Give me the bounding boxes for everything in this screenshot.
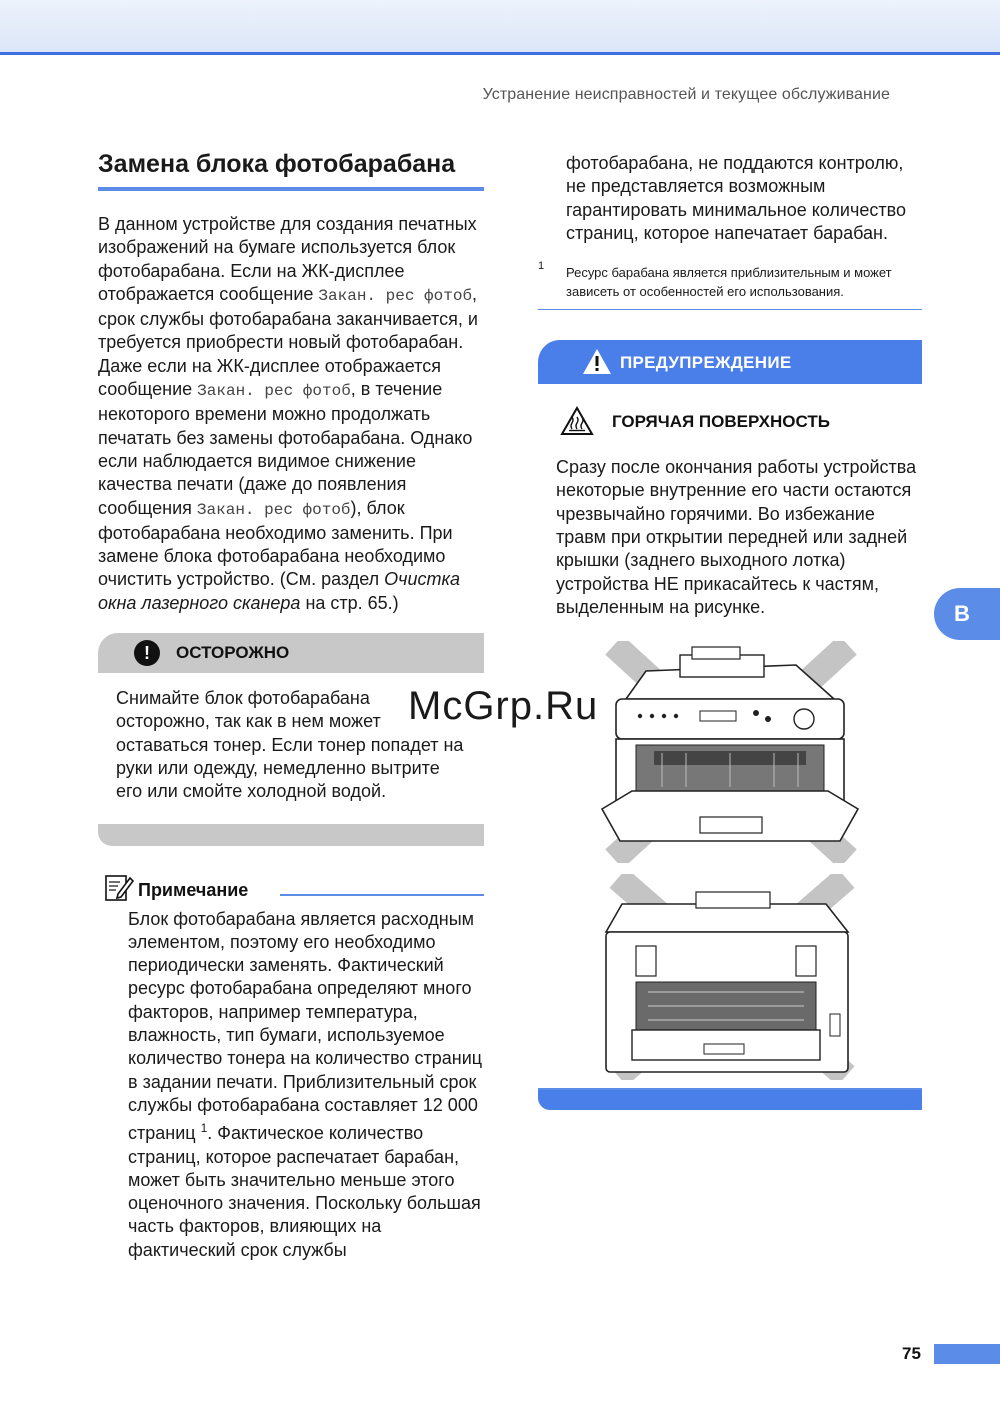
lcd-message: Закан. рес фотоб — [318, 286, 473, 305]
printer-rear-illustration — [596, 874, 866, 1080]
continuation-text: фотобарабана, не поддаются контролю, не представляется возможным гарантировать минимальное количество страниц, которое напечатает барабан. — [566, 153, 906, 243]
caution-label: ОСТОРОЖНО — [176, 643, 290, 663]
caution-box — [98, 633, 484, 845]
p2-text-b: , в течение некоторого времени можно продолжать печатать без замены фотобарабана. Однако если наблюдается видимое снижение качества печати (даже до появления сообщения — [98, 379, 473, 518]
note-text — [98, 908, 484, 1262]
hot-surface-row — [538, 392, 922, 448]
lcd-message: Закан. рес фотоб — [196, 500, 351, 519]
hot-surface-icon — [560, 406, 594, 436]
note-label: Примечание — [138, 879, 249, 900]
right-column — [538, 152, 922, 1085]
p2-text-c: ), блок фотобарабана необходимо заменить. При замене блока фотобарабана необходимо очистить устройство. (См. раздел — [98, 497, 453, 590]
warning-footer — [538, 1088, 922, 1110]
footnote-ref[interactable]: 1 — [200, 1121, 208, 1136]
cross-reference-link[interactable]: Очистка окна лазерного сканера — [98, 569, 461, 613]
warning-triangle-icon — [582, 348, 612, 375]
caution-footer-bar — [98, 824, 484, 846]
p2-text-d: на стр. 65.) — [300, 592, 399, 613]
running-header: Устранение неисправностей и текущее обслуживание — [482, 86, 890, 103]
footnote-mark: 1 — [538, 260, 545, 273]
exclamation-icon: ! — [134, 640, 160, 666]
page-number: 75 — [902, 1344, 921, 1363]
note-pencil-icon — [104, 872, 134, 902]
warning-text: Сразу после окончания работы устройства некоторые внутренние его части остаются чрезвычайно горячими. Во избежание травм при открытии передней или задней крышки (заднего выходного лотка) устройства НЕ прикасайтесь к частям, выделенным на рисунке. — [556, 457, 917, 617]
footnote-text: Ресурс барабана является приблизительным и может зависеть от особенностей его использования. — [566, 265, 892, 300]
intro-text-a: В данном устройстве для создания печатных изображений на бумаге используется блок фотобарабана. Если на ЖК-дисплее отображается сообщение — [98, 214, 477, 304]
caution-text: Снимайте блок фотобарабана осторожно, так как в нем может оставаться тонер. Если тонер попадет на руки или одежду, немедленно вытрите его или смойте холодной водой. — [116, 688, 464, 802]
warning-label: ПРЕДУПРЕЖДЕНИЕ — [620, 353, 792, 373]
note-header — [98, 870, 484, 906]
p2-text-a: Даже если на ЖК-дисплее отображается сообщение — [98, 355, 441, 400]
second-paragraph — [98, 355, 484, 615]
chapter-tab-label: B — [954, 601, 970, 626]
top-color-band — [0, 0, 1000, 55]
intro-text-b: , срок службы фотобарабана заканчивается, и требуется приобрести новый фотобарабан. — [98, 283, 478, 353]
watermark-text: McGrp.Ru — [408, 684, 599, 728]
footnote — [538, 260, 922, 310]
intro-paragraph — [98, 213, 484, 355]
warning-header — [538, 340, 922, 384]
caution-header — [98, 633, 484, 673]
section-title: Замена блока фотобарабана — [98, 150, 484, 191]
note-text-a: Блок фотобарабана является расходным элементом, поэтому его необходимо периодически заменять. Фактический ресурс фотобарабана определяют много факторов, например температура, влажность, тип бумаги, используемое количество тонера на количество страниц в задании печати. Приблизительный срок службы фотобарабана составляет 12 000 страниц — [128, 908, 483, 1144]
note-box — [98, 870, 484, 1262]
warning-footer-bar — [538, 1090, 922, 1110]
chapter-tab[interactable] — [934, 588, 1000, 640]
page-number-bar — [934, 1344, 1000, 1364]
note-rule — [280, 894, 484, 896]
lcd-message: Закан. рес фотоб — [197, 382, 351, 401]
note-text-b: . Фактическое количество страниц, которое распечатает барабан, может быть значительно меньше этого оценочного значения. Поскольку большая часть факторов, влияющих на фактический срок службы — [128, 1123, 481, 1260]
printer-front-illustration — [596, 641, 866, 863]
hot-surface-label: ГОРЯЧАЯ ПОВЕРХНОСТЬ — [612, 412, 830, 432]
